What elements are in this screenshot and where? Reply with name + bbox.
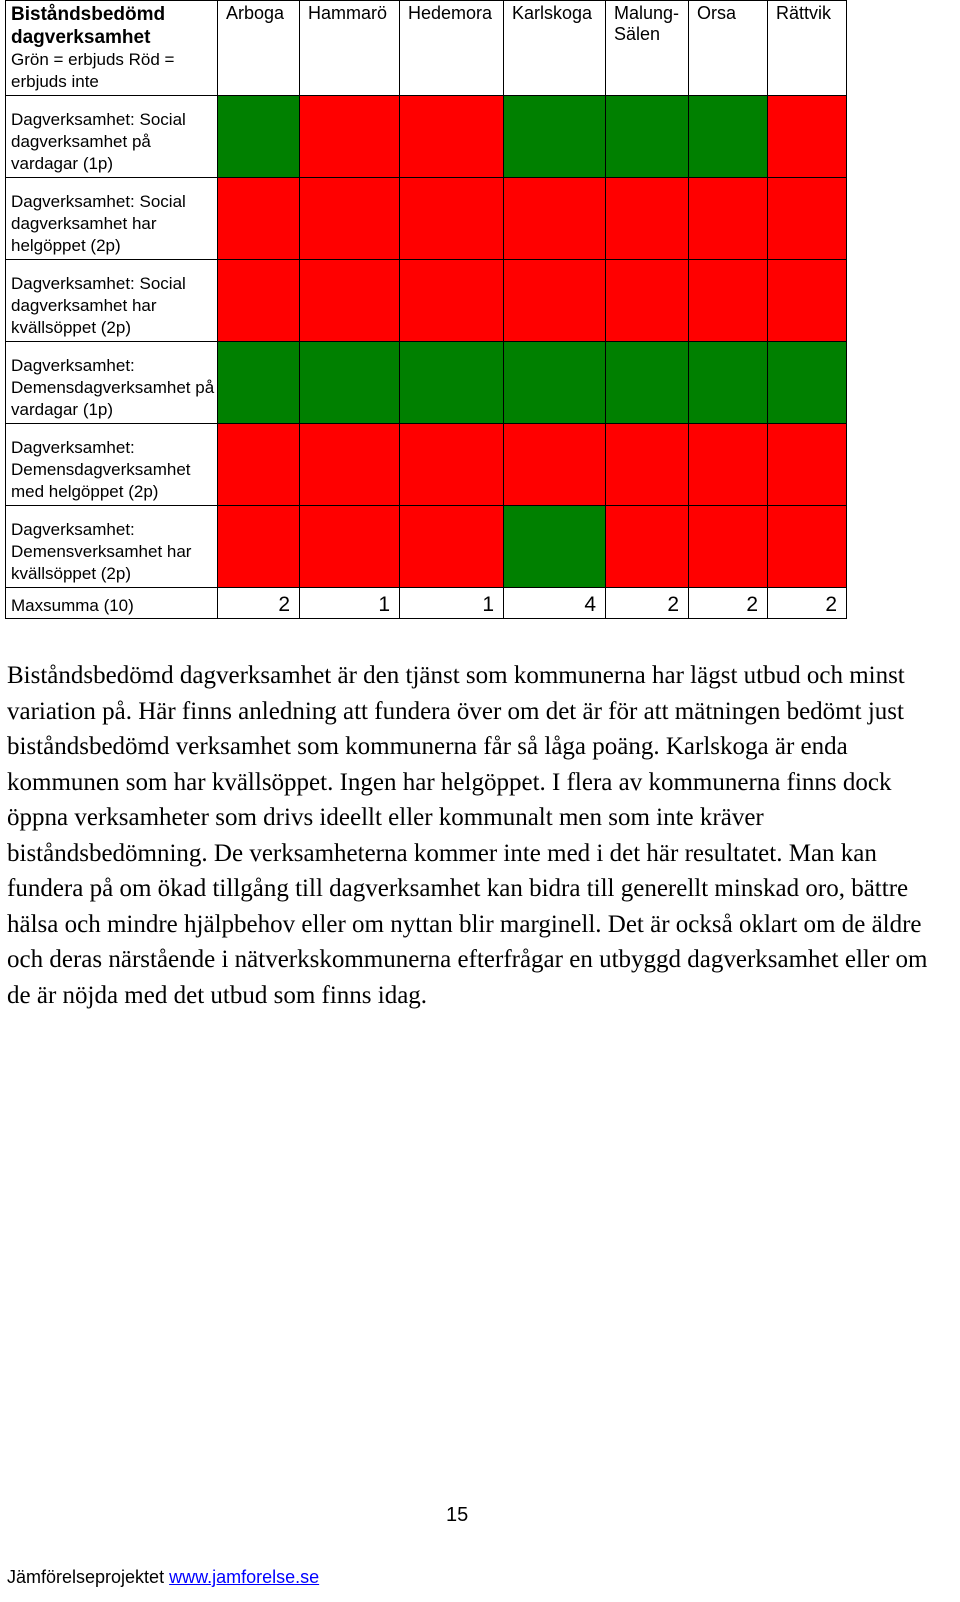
status-cell-red xyxy=(218,260,300,342)
sum-value: 2 xyxy=(689,588,768,619)
service-table xyxy=(5,0,847,619)
row-label: Dagverksamhet: Demensdagverksamhet på vardagar (1p) xyxy=(6,342,218,424)
table-header-label xyxy=(6,1,218,96)
status-cell-red xyxy=(300,96,400,178)
footer xyxy=(7,1567,319,1588)
sum-value: 2 xyxy=(218,588,300,619)
table-row xyxy=(6,424,847,506)
status-cell-green xyxy=(689,96,768,178)
status-cell-red xyxy=(768,506,847,588)
footer-link[interactable]: www.jamforelse.se xyxy=(169,1567,320,1587)
sum-value: 2 xyxy=(768,588,847,619)
table-header-row xyxy=(6,1,847,96)
status-cell-red xyxy=(300,260,400,342)
status-cell-green xyxy=(400,342,504,424)
column-header: Orsa xyxy=(689,1,768,96)
row-label: Dagverksamhet: Demensverksamhet har kvällsöppet (2p) xyxy=(6,506,218,588)
status-cell-red xyxy=(768,96,847,178)
status-cell-red xyxy=(689,424,768,506)
status-cell-green xyxy=(606,96,689,178)
status-cell-red xyxy=(400,424,504,506)
status-cell-red xyxy=(606,424,689,506)
row-label: Dagverksamhet: Social dagverksamhet på vardagar (1p) xyxy=(6,96,218,178)
table-legend: Grön = erbjuds Röd = erbjuds inte xyxy=(11,50,175,91)
footer-text: Jämförelseprojektet xyxy=(7,1567,165,1587)
sum-label: Maxsumma (10) xyxy=(6,588,218,619)
status-cell-green xyxy=(504,96,606,178)
table-row xyxy=(6,96,847,178)
status-cell-green xyxy=(504,506,606,588)
status-cell-red xyxy=(300,178,400,260)
status-cell-red xyxy=(689,260,768,342)
status-cell-green xyxy=(768,342,847,424)
status-cell-green xyxy=(218,96,300,178)
status-cell-red xyxy=(400,506,504,588)
status-cell-red xyxy=(400,96,504,178)
column-header: Hammarö xyxy=(300,1,400,96)
status-cell-red xyxy=(504,260,606,342)
sum-value: 2 xyxy=(606,588,689,619)
status-cell-red xyxy=(606,178,689,260)
row-label: Dagverksamhet: Social dagverksamhet har kvällsöppet (2p) xyxy=(6,260,218,342)
status-cell-red xyxy=(504,178,606,260)
column-header: Rättvik xyxy=(768,1,847,96)
status-cell-green xyxy=(689,342,768,424)
sum-value: 4 xyxy=(504,588,606,619)
table-body xyxy=(6,96,847,588)
table-row xyxy=(6,506,847,588)
row-label: Dagverksamhet: Social dagverksamhet har helgöppet (2p) xyxy=(6,178,218,260)
status-cell-red xyxy=(400,178,504,260)
column-header: Karlskoga xyxy=(504,1,606,96)
column-header: Malung-Sälen xyxy=(606,1,689,96)
sum-row xyxy=(6,588,847,619)
status-cell-red xyxy=(606,260,689,342)
body-paragraph: Biståndsbedömd dagverksamhet är den tjänst som kommunerna har lägst utbud och minst variation på. Här finns anledning att fundera över om det är för att mätningen bedömt just biståndsbedömd verksamhet som kommunerna får så låga poäng. Karlskoga är enda kommunen som har kvällsöppet. Ingen har helgöppet. I flera av kommunerna finns dock öppna verksamheter som drivs ideellt eller kommunalt men som inte kräver biståndsbedömning. De verksamheterna kommer inte med i det här resultatet. Man kan fundera på om ökad tillgång till dagverksamhet kan bidra till generellt minskad oro, bättre hälsa och mindre hjälpbehov eller om nyttan blir marginell. Det är också oklart om de äldre och deras närstående i nätverkskommunerna efterfrågar en utbyggd dagverksamhet eller om de är nöjda med det utbud som finns idag. xyxy=(7,662,928,1009)
status-cell-green xyxy=(504,342,606,424)
table-row xyxy=(6,342,847,424)
status-cell-green xyxy=(606,342,689,424)
status-cell-green xyxy=(218,342,300,424)
sum-value: 1 xyxy=(300,588,400,619)
status-cell-red xyxy=(606,506,689,588)
table-row xyxy=(6,178,847,260)
status-cell-red xyxy=(300,506,400,588)
status-cell-red xyxy=(218,424,300,506)
status-cell-red xyxy=(400,260,504,342)
status-cell-green xyxy=(300,342,400,424)
status-cell-red xyxy=(689,506,768,588)
table-row xyxy=(6,260,847,342)
column-header: Hedemora xyxy=(400,1,504,96)
status-cell-red xyxy=(300,424,400,506)
column-header: Arboga xyxy=(218,1,300,96)
row-label: Dagverksamhet: Demensdagverksamhet med helgöppet (2p) xyxy=(6,424,218,506)
status-cell-red xyxy=(218,506,300,588)
page-number: 15 xyxy=(446,1504,469,1526)
status-cell-red xyxy=(768,424,847,506)
status-cell-red xyxy=(768,178,847,260)
status-cell-red xyxy=(689,178,768,260)
status-cell-red xyxy=(768,260,847,342)
status-cell-red xyxy=(218,178,300,260)
table-title: Biståndsbedömd dagverksamhet xyxy=(11,4,166,48)
status-cell-red xyxy=(504,424,606,506)
sum-value: 1 xyxy=(400,588,504,619)
